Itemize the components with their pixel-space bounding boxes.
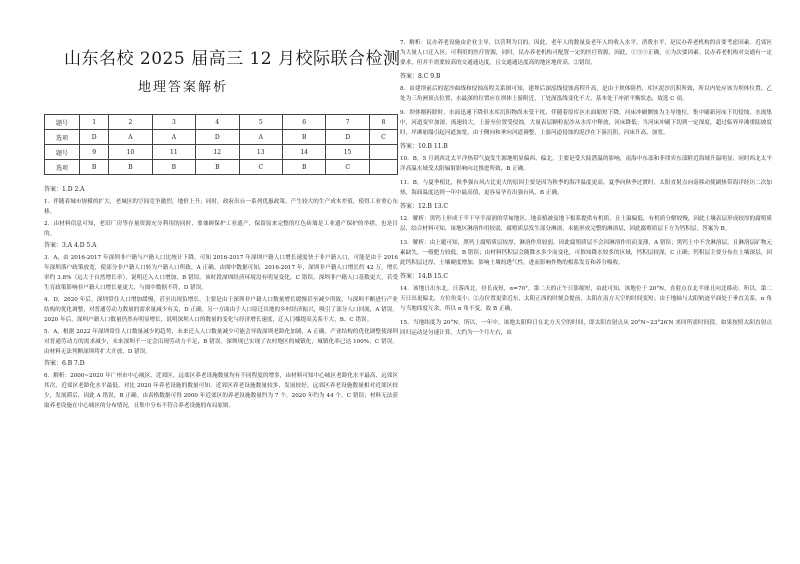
table-cell: C	[239, 160, 282, 175]
page-subtitle: 地理答案解析	[138, 80, 229, 95]
table-cell: A	[239, 130, 282, 145]
table-cell: 13	[239, 145, 282, 160]
table-cell: 4	[196, 115, 239, 130]
explanation-paragraph: 13．解析：由上题可知，黑钙土腐殖质层较厚，淋溶作用较弱，因此腐殖质层不会因淋溶作用而变薄，A 错误；黑钙土中不含淋溶层，且淋溶层矿物元素缺失，一般肥力较低，B 错误；由材料钙积层会随降水多少而变化，可推知降水较多的区域，钙积层较深，C 正确；钙积层主要分布在土壤深层，因此钙积层过厚，土壤硬度增加，影响土壤的透气性，进而影响作物的根系发育和养分吸收。	[400, 240, 772, 266]
table-cell: A	[109, 130, 152, 145]
table-row	[45, 115, 398, 130]
table-row	[45, 130, 398, 145]
table-cell	[369, 145, 397, 160]
answer-line: 答案：14.B 15.C	[400, 273, 448, 280]
table-cell: 选项	[45, 130, 80, 145]
table-cell: 11	[152, 145, 195, 160]
table-cell: D	[326, 130, 369, 145]
explanation-paragraph: 15．当地纬度为 20°N，所以，一年中，该地太阳仰日在北方天空的时间，即太阳直射点从 20°N~23°26′N 来回所需时间段。如果按照太阳直射点回归运动是匀速计算，大约为一个月左右，由	[400, 320, 772, 336]
table-cell: B	[152, 160, 195, 175]
table-cell: 10	[109, 145, 152, 160]
table-cell: B	[109, 160, 152, 175]
explanation-paragraph: 14．该地日出东北，日落西北，昼长夜短，α=70°，第二天的正午日影缩短，由此可知，该地位于 20°N，直射点在北半球且向北移动。所以，第二天日出更偏北，方位角变小；②点位置更靠近东，太阳正西的时刻会提前，太阳在南方天空的时间变短；由于地轴与太阳轨迹平面处于垂直关系，α 角与当地纬度互余，所以 α 角不变。故 B 正确。	[400, 286, 772, 312]
table-cell: 9	[80, 145, 109, 160]
table-cell: B	[282, 130, 325, 145]
explanation-paragraph: 10．B，5 月到西北太平洋热带气旋发生源地明显偏西、偏北，主要是受大陆潜温的影响，南海中东部和菲律宾东部附近海域升温明显，同时西北太平洋高温水域受太阳辐射影响向北推进所致，B 正确。	[400, 156, 772, 172]
table-cell: 3	[152, 115, 195, 130]
explanation-paragraph: 11．B，与夏季相比，秋季强台风占比更大的原因主要是因为秋季的海洋温度更高。夏季向秋季过渡时，太阳直射点向南移动使副热带海洋经历二次加热，海面温度达到一年中最高值，更容易孕育出强台风，B 正确。	[400, 180, 772, 196]
answer-line: 答案：1.D 2.A	[44, 186, 85, 193]
answer-line: 答案：10.B 11.B	[400, 143, 448, 150]
answer-table	[44, 114, 398, 175]
explanation-paragraph: 9．坝体刚拆除时，水面迅速下降但水库沉积物尚未受干扰，伴随着原库区水面缩短下降，河床冲刷侧蚀为主导地位，集中刷新河床下切侵蚀，水流集中，河道变窄加深，流速较大，上游至位置受侵蚀，大量表层颗粒泥沙从水库中释放，河床降低；当河床冲刷下切到一定深度，超过临界岸滩重陆坡度时，岸滩崩塌引起河道加宽，由于侧向和垂向河道调整，上游河道侵蚀的泥沙在下游沉积，河床升高、加宽。	[400, 110, 772, 136]
table-row	[45, 160, 398, 175]
table-cell: D	[80, 130, 109, 145]
explanation-paragraph: 1．伴随着城市规模的扩大，老城区的空间竞争激烈，地价上升；同时，政府出台一系列优惠政策，产生较大的生产成本差值，使得工业重心东移。	[44, 199, 398, 215]
table-cell	[369, 160, 397, 175]
table-cell: 选项	[45, 160, 80, 175]
table-cell: 2	[109, 115, 152, 130]
table-cell: C	[369, 130, 397, 145]
table-row	[45, 145, 398, 160]
explanation-paragraph: 12．解析：黑钙土形成于半干旱半湿润的草甸地区，地表植被及地下根系提供有机质，且土温偏低，有机质分解较慢，因此土壤表层形成较厚的腐殖质层，结合材料可知，该地区淋溶作用较弱，腐殖质层发生部分淋溶，未能形成完整的淋溶层，因此腐殖质层下方为钙积层，答案为 B。	[400, 216, 772, 232]
answer-line: 答案：8.C 9.B	[400, 73, 441, 80]
table-cell: 14	[282, 145, 325, 160]
table-cell: 题号	[45, 115, 80, 130]
table-cell: 8	[369, 115, 397, 130]
page-title: 山东名校 2025 届高三 12 月校际联合检测	[64, 49, 401, 69]
explanation-paragraph: 2．由材料信息可知，老旧厂房等存量资源充分利用的同时，要兼顾保护工业遗产，保留原来完整的红色砖墙是工业遗产保护的举措，也是目的。	[44, 221, 398, 237]
table-cell: 15	[326, 145, 369, 160]
answer-line: 答案：6.B 7.D	[44, 360, 85, 367]
table-cell: D	[196, 130, 239, 145]
explanation-paragraph: 4．D，2020 年后，深圳常住人口增加缓慢，甚至出现负增长，主要是由于深圳非户籍人口数量增长缓慢甚至减少所致，与深圳不断进行产业结构的优化调整，对普通劳动力数量的需求量减少有关，D 正确。另一方面由于人口原迁出地的乡村经济振兴，吸引了部分人口回流，A 错误。2020 年后，深圳户籍人口数量仍然有明显增长，说明深圳人口的数量的变化与经济增长速度，迁入门槛提高关系不大，B、C 错误。	[44, 297, 398, 323]
table-cell: 6	[282, 115, 325, 130]
table-cell: B	[80, 160, 109, 175]
table-cell: 12	[196, 145, 239, 160]
table-cell: 7	[326, 115, 369, 130]
answer-line: 答案：12.B 13.C	[400, 203, 448, 210]
explanation-paragraph: 3．A，由 2016-2017 年深圳非户籍与户籍人口比统计下降，可知 2016-2017 年深圳户籍人口增长速度快于非户籍人口，可能是由于 2016 年深圳落户政策放宽，使部分非户籍人口转为户籍人口所致，A 正确。由图中数据可知，2016-2017 年，深圳非户籍人口增长约 42 万，增长率约 3.8%（远大于自然增长率），说明迁入人口增加，B 错误。该时段深圳经济环境没有明显变化，C 错误。深圳非户籍人口基数更大，若受生育政策影响非户籍人口增长量更大，与图中数据不符，D 错误。	[44, 255, 398, 291]
table-cell: B	[282, 160, 325, 175]
table-cell: 1	[80, 115, 109, 130]
table-cell: C	[326, 160, 369, 175]
answer-line: 答案：3.A 4.D 5.A	[44, 242, 97, 249]
table-cell: B	[196, 160, 239, 175]
explanation-paragraph: 5．A，根据 2022 年深圳常住人口数量减少的趋势，未来迁入人口数量减少可能会导致深圳老龄化加剧，A 正确。产业结构的优化调整使深圳对普通劳动力的需求减少，未来深圳不一定会出现劳动力不足，B 错误。深圳现已实现了农村地区的城镇化，城镇化率已达 100%，C 错误。由材料无法判断深圳将扩大开放，D 错误。	[44, 329, 398, 355]
table-cell: A	[152, 130, 195, 145]
explanation-paragraph: 6．解析：2000~2020 年广州市中心城区、近郊区、远郊区养老设施数量均有不同程度的增多，由材料可知中心城区老龄化水平最高、远郊区其次、近郊区老龄化水平最低。对比 2020 年养老设施的数量可知，近郊区养老设施数量较多，发展较好，远郊区养老设施数量相对近郊区较少，发展滞后，因此 A 错误，B 正确。由表格数据可得 2000 年近郊区的养老设施数量约为 7 个，2020 年约为 44 个，C 错误；材料无法获取养老设施在中心城区的分布情况，且集中分布不符合养老设施的布局原则。	[44, 373, 398, 409]
explanation-paragraph: 8．由建坝前后的泥沙曲线和侵蚀高程关系图可知，建坝后深泓线侵蚀高程升高，是由于坝体阻挡，库区泥沙沉积所致，所以内处应该为坝体位置。乙处为三角洲顶点位置，水最深的位置应在坝体上游附近，丁处深泓线变化不大，基本处于冲淤平衡状态，故选 C 项。	[400, 86, 772, 102]
table-cell: 5	[239, 115, 282, 130]
explanation-paragraph: 7．解析：民办养老设施由企业主导，以营利为目的。因此，老年人的数量及老年人的收入水平、消费水平，是民办养老机构的首要考虑因素。近郊区为大量人口迁入区，可利用的医疗资源，同时，民办养老机构可配置一定的医疗资源，因此，①③⑤正确，④为次要因素。民办养老机构对交通有一定要求，但并不需要较高的交通通达度，且交通通达度高的地区地价高，②错误。	[400, 40, 772, 66]
table-cell: 题号	[45, 145, 80, 160]
